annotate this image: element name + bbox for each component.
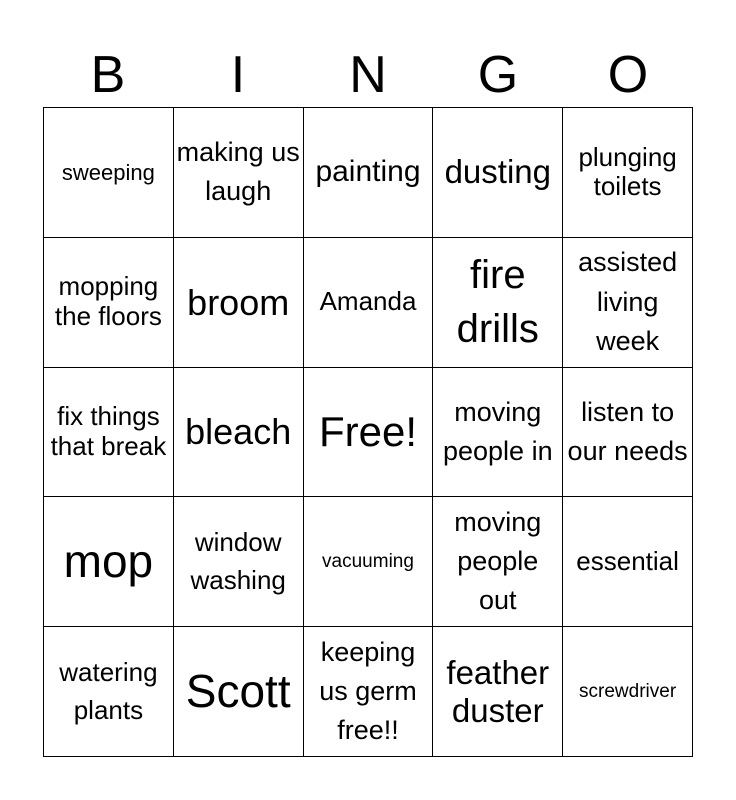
bingo-cell[interactable] [433, 627, 563, 757]
cell-label: keeping us germ free!! [319, 636, 417, 746]
cell-label: dusting [444, 153, 551, 191]
bingo-cell[interactable] [174, 627, 304, 757]
cell-label: moving people out [454, 507, 542, 616]
cell-label: bleach [185, 411, 292, 453]
cell-label: fire drills [456, 253, 539, 352]
header-letter-n: N [349, 46, 387, 104]
cell-label: fix things that break [50, 401, 167, 461]
free-space-label: Free! [318, 407, 417, 455]
cell-label: feather duster [446, 653, 550, 729]
bingo-cell[interactable] [563, 368, 693, 498]
cell-label: essential [576, 545, 679, 576]
cell-label: watering plants [59, 656, 158, 725]
bingo-cell[interactable] [44, 108, 174, 238]
cell-label: listen to our needs [567, 396, 688, 466]
cell-label: painting [315, 155, 421, 189]
cell-label: assisted living week [578, 247, 678, 356]
bingo-cell[interactable] [563, 497, 693, 627]
cell-label: broom [187, 281, 290, 323]
cell-label: Scott [185, 665, 291, 718]
cell-label: window washing [190, 527, 286, 595]
bingo-cell[interactable] [304, 108, 434, 238]
bingo-cell[interactable] [304, 238, 434, 368]
header-letter-i: I [230, 46, 246, 104]
cell-label: plunging toilets [578, 141, 677, 202]
bingo-cell[interactable] [304, 497, 434, 627]
bingo-cell[interactable] [433, 497, 563, 627]
cell-label: Amanda [319, 286, 417, 317]
header-letter-g: G [477, 46, 519, 104]
cell-label: moving people in [442, 396, 553, 466]
bingo-cell[interactable] [563, 627, 693, 757]
cell-label: mop [63, 535, 154, 588]
bingo-cell[interactable] [44, 238, 174, 368]
cell-label: sweeping [61, 159, 155, 185]
bingo-board [43, 107, 693, 757]
bingo-cell[interactable] [44, 627, 174, 757]
bingo-cell[interactable] [174, 497, 304, 627]
bingo-cell[interactable] [433, 238, 563, 368]
bingo-cell[interactable] [174, 368, 304, 498]
header-letter-o: O [607, 46, 649, 104]
bingo-cell[interactable] [304, 627, 434, 757]
bingo-cell[interactable] [563, 238, 693, 368]
bingo-cell[interactable] [433, 108, 563, 238]
bingo-cell[interactable] [433, 368, 563, 498]
bingo-cell[interactable] [174, 108, 304, 238]
bingo-cell[interactable] [174, 238, 304, 368]
bingo-cell[interactable] [44, 368, 174, 498]
free-space-cell[interactable] [304, 368, 434, 498]
cell-label: screwdriver [579, 680, 677, 702]
bingo-cell[interactable] [563, 108, 693, 238]
bingo-header [43, 42, 693, 108]
cell-label: mopping the floors [54, 271, 162, 332]
bingo-cell[interactable] [44, 497, 174, 627]
cell-label: making us laugh [176, 137, 300, 207]
header-letter-b: B [90, 46, 126, 104]
cell-label: vacuuming [322, 550, 414, 572]
